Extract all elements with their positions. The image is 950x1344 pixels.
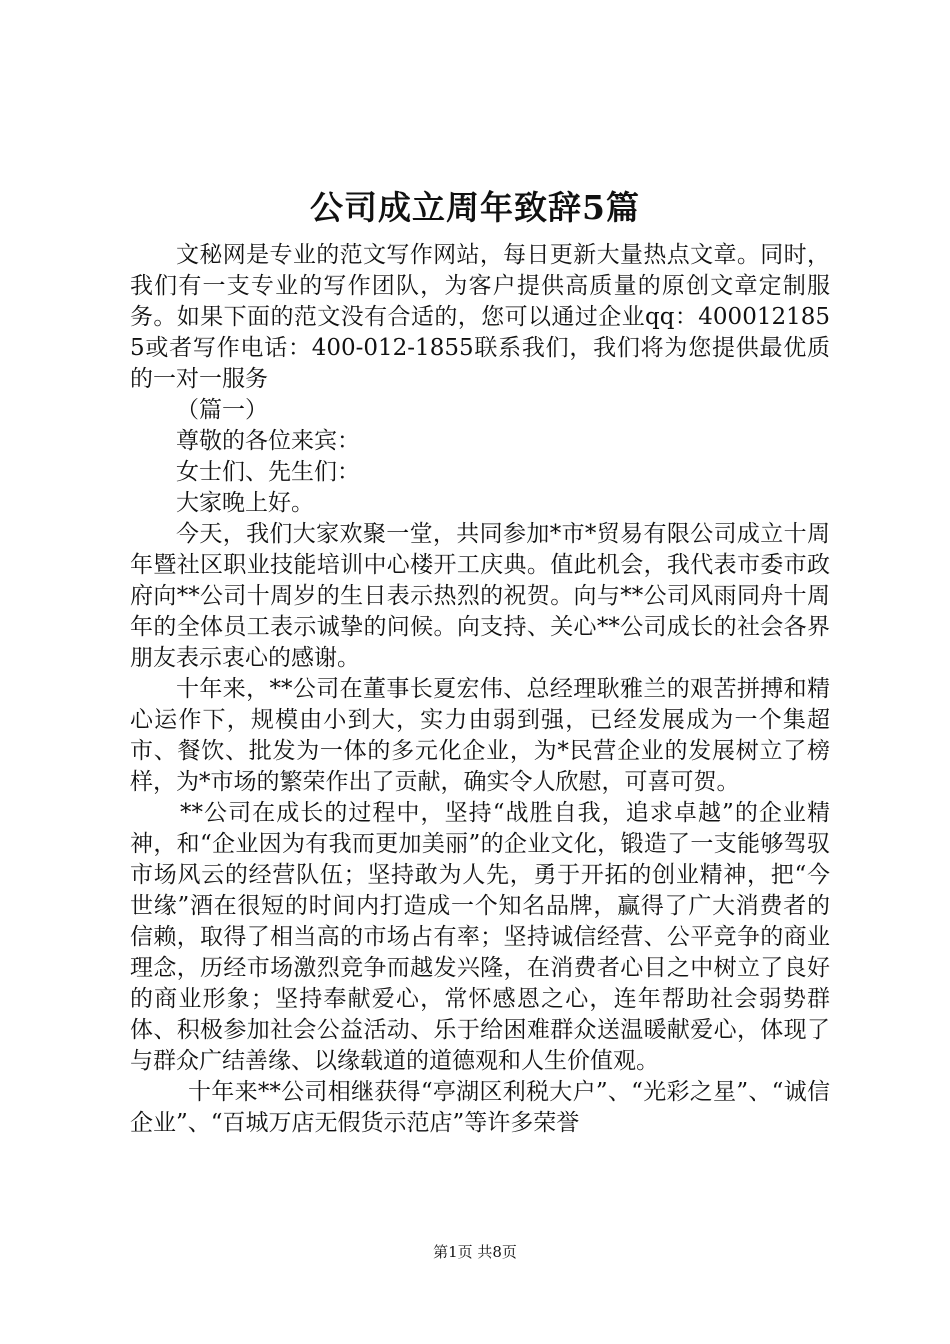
document-body (130, 240, 830, 1139)
paragraph-salutation-ladies: 女士们、先生们： (176, 459, 360, 485)
paragraph-salutation-guests: 尊敬的各位来宾： (176, 428, 360, 454)
paragraph-growth: **公司在成长的过程中，坚持“战胜自我，追求卓越”的企业精神，和“企业因为有我而更加美丽”的企业文化，锻造了一支能够驾驭市场风云的经营队伍；坚持敢为人先，勇于开拓的创业精神，把“今世缘”酒在很短的时间内打造成一个知名品牌，赢得了广大消费者的信赖，取得了相当高的市场占有率；坚持诚信经营、公平竞争的商业理念，历经市场激烈竞争而越发兴隆，在消费者心目之中树立了良好的商业形象；坚持奉献爱心，常怀感恩之心，连年帮助社会弱势群体、积极参加社会公益活动、乐于给困难群众送温暖献爱心，体现了与群众广结善缘、以缘载道的道德观和人生价值观。 (130, 800, 830, 1074)
paragraph-section-label: （篇一） (176, 397, 268, 423)
paragraph-intro: 文秘网是专业的范文写作网站，每日更新大量热点文章。同时，我们有一支专业的写作团队，为客户提供高质量的原创文章定制服务。如果下面的范文没有合适的，您可以通过企业qq：4000121855或者写作电话：400-012-1855联系我们，我们将为您提供最优质的一对一服务 (130, 242, 830, 392)
paragraph-greeting: 大家晚上好。 (176, 490, 314, 516)
paragraph-today: 今天，我们大家欢聚一堂，共同参加*市*贸易有限公司成立十周年暨社区职业技能培训中心楼开工庆典。值此机会，我代表市委市政府向**公司十周岁的生日表示热烈的祝贺。向与**公司风雨同舟十周年的全体员工表示诚挚的问候。向支持、关心**公司成长的社会各界朋友表示衷心的感谢。 (130, 521, 830, 671)
page-number-footer: 第1页 共8页 (433, 1243, 517, 1261)
document-title: 公司成立周年致辞5篇 (310, 188, 640, 227)
paragraph-ten-years: 十年来，**公司在董事长夏宏伟、总经理耿雅兰的艰苦拼搏和精心运作下，规模由小到大，实力由弱到强，已经发展成为一个集超市、餐饮、批发为一体的多元化企业，为*民营企业的发展树立了榜样，为*市场的繁荣作出了贡献，确实令人欣慰，可喜可贺。 (130, 676, 830, 795)
paragraph-honors: 十年来**公司相继获得“亭湖区利税大户”、“光彩之星”、“诚信企业”、“百城万店无假货示范店”等许多荣誉 (130, 1079, 830, 1136)
